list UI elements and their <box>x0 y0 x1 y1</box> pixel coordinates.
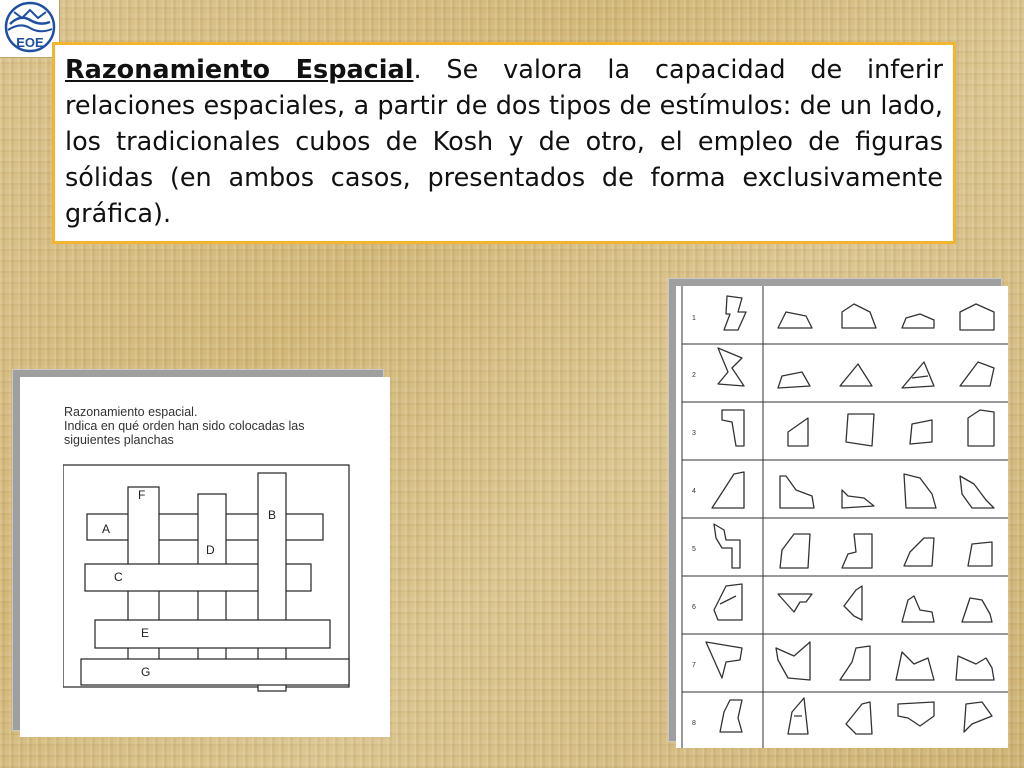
row5-option2-shape <box>842 534 872 568</box>
puzzle-caption-line3: siguientes planchas <box>64 433 174 447</box>
plate-label-a: A <box>102 522 111 536</box>
row-number-7: 7 <box>692 662 696 669</box>
row7-option1-shape <box>776 642 810 680</box>
row3-option4-shape <box>968 410 994 446</box>
puzzle-caption-line2: Indica en qué orden han sido colocadas las <box>64 419 305 433</box>
heading-period: . <box>413 55 422 85</box>
row7-option4-shape <box>956 656 994 680</box>
row2-option3-shape <box>902 362 934 388</box>
row2-model-shape <box>718 348 744 386</box>
row8-option4-shape <box>964 702 992 732</box>
row5-option1-shape <box>780 534 810 568</box>
logo <box>0 0 60 58</box>
row-number-3: 3 <box>692 430 696 437</box>
row5-option3-shape <box>904 538 934 566</box>
row2-option1-shape <box>778 372 810 388</box>
row5-option4-shape <box>968 542 992 566</box>
description-box <box>52 42 956 244</box>
row1-option3-shape <box>902 314 934 328</box>
row6-option4-shape <box>962 598 992 622</box>
row-number-8: 8 <box>692 720 696 727</box>
plates-diagram <box>63 463 353 699</box>
plate-label-e: E <box>141 626 150 640</box>
row2-option4-shape <box>960 362 994 386</box>
plate-label-d: D <box>206 543 215 557</box>
heading-term: Razonamiento Espacial <box>65 55 414 85</box>
description-text: Se valora la capacidad de inferir relaciones espaciales, a partir de dos tipos de estímulos: de un lado, los tradicionales cubos de Kosh y de otro, el empleo de figuras sólidas (en ambos casos, presentados de forma exclusivamente gráfica). <box>65 55 943 229</box>
plates-puzzle-panel <box>20 377 390 737</box>
row7-option2-shape <box>840 646 870 680</box>
row8-model-shape <box>720 700 742 732</box>
puzzle-caption <box>64 405 304 447</box>
row1-option1-shape <box>778 312 812 328</box>
row-number-1: 1 <box>692 315 696 322</box>
row3-option2-shape <box>846 414 874 446</box>
row-number-4: 4 <box>692 488 696 495</box>
row3-option1-shape <box>788 418 808 446</box>
row8-option2-shape <box>846 702 872 734</box>
row3-model-shape <box>722 410 744 446</box>
plate-g <box>81 659 349 685</box>
plate-label-f: F <box>138 488 146 502</box>
row4-option2-shape <box>842 490 874 508</box>
solid-figures-grid <box>676 286 1008 748</box>
row4-model-shape <box>712 472 744 508</box>
row-number-5: 5 <box>692 546 696 553</box>
plate-e <box>95 620 330 648</box>
plate-label-c: C <box>114 570 123 584</box>
plate-b <box>258 473 286 691</box>
row6-option2-shape <box>844 586 862 620</box>
row-number-6: 6 <box>692 604 696 611</box>
row8-option3-shape <box>898 702 934 726</box>
row4-option3-shape <box>904 474 936 508</box>
row1-option2-shape <box>842 304 876 328</box>
row3-option3-shape <box>910 420 932 444</box>
row5-model-shape <box>714 524 740 568</box>
row6-option1-shape <box>778 594 812 612</box>
plate-label-g: G <box>141 665 151 679</box>
row4-option4-shape <box>960 476 994 508</box>
row-number-2: 2 <box>692 372 696 379</box>
row6-model-shape <box>714 584 742 620</box>
row6-option3-shape <box>902 596 934 622</box>
plate-label-b: B <box>268 508 277 522</box>
row8-option1-shape <box>788 698 808 734</box>
solid-figures-panel <box>676 286 1008 748</box>
row2-option2-shape <box>840 364 872 386</box>
eoe-logo-icon <box>0 0 60 58</box>
row7-model-shape <box>706 642 742 678</box>
row4-option1-shape <box>780 476 814 508</box>
svg-text:EOE: EOE <box>16 35 44 50</box>
row1-model-shape <box>724 296 746 330</box>
puzzle-caption-line1: Razonamiento espacial. <box>64 405 198 419</box>
row7-option3-shape <box>896 652 934 680</box>
row1-option4-shape <box>960 304 994 330</box>
